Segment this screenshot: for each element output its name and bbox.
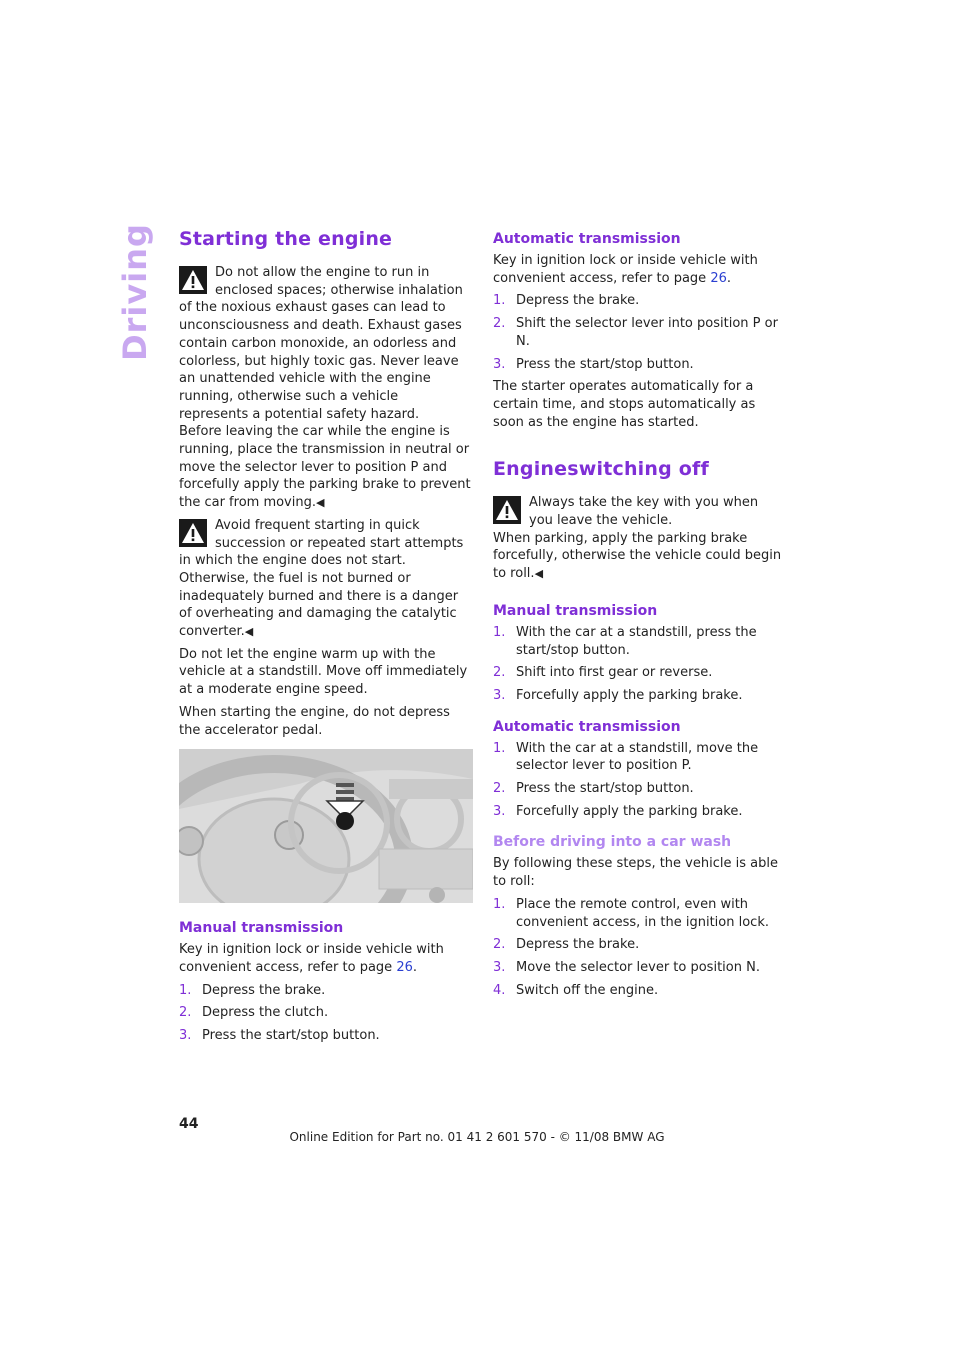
- warning-icon: [179, 266, 207, 294]
- list-item: 3. Forcefully apply the parking brake.: [493, 803, 743, 819]
- end-mark-icon: ◀: [244, 625, 254, 639]
- side-tab: [116, 223, 155, 361]
- list-item: 1. With the car at a standstill, move the selector lever to position P.: [493, 740, 759, 774]
- warning-starting: [179, 517, 471, 641]
- paragraph: The starter operates automatically for a certain time, and stops automatically as soon as the engine has started.: [493, 379, 756, 430]
- list-item: 2. Shift the selector lever into position P or N.: [493, 316, 778, 349]
- list-item: 4. Switch off the engine.: [493, 982, 659, 998]
- list-item: 1. Depress the brake.: [493, 293, 640, 309]
- warning-text: Do not allow the engine to run in enclosed spaces; otherwise inhalation of the noxious exhaust gases can lead to unconsciousness and death. Exhaust gases contain carbon monoxide, an odorless and colorless, but highly toxic gas. Never leave an unattended vehicle with the engine running, otherwise such a vehicle represents a potential safety hazard.: [179, 265, 463, 422]
- list-item: 3. Press the start/stop button.: [179, 1028, 380, 1044]
- list-item: 2. Shift into first gear or reverse.: [493, 665, 713, 681]
- page-number: 44: [179, 1116, 199, 1132]
- subheading-manual-transmission: Manual transmission: [179, 920, 344, 937]
- warning-icon: [493, 496, 521, 524]
- left-column: [179, 226, 471, 1050]
- steps-list: [493, 896, 785, 1000]
- steps-list: [493, 292, 785, 373]
- warning-key: [493, 494, 785, 583]
- list-item: 3. Move the selector lever to position N.: [493, 959, 760, 975]
- page-reference-link[interactable]: 26: [710, 270, 727, 286]
- end-mark-icon: ◀: [316, 496, 325, 510]
- steps-list: [493, 624, 785, 705]
- list-item: 3. Forcefully apply the parking brake.: [493, 687, 743, 703]
- subheading-car-wash: Before driving into a car wash: [493, 834, 732, 851]
- warning-icon: [179, 519, 207, 547]
- illustration-svg: [179, 749, 473, 903]
- list-item: 3. Press the start/stop button.: [493, 356, 694, 372]
- end-mark-icon: ◀: [534, 567, 544, 581]
- list-item: 1. Depress the brake.: [179, 982, 326, 998]
- steps-list: [493, 740, 785, 821]
- paragraph: Do not let the engine warm up with the vehicle at a standstill. Move off immediately at a moderate engine speed.: [179, 646, 468, 698]
- subheading-manual-transmission-off: Manual transmission: [493, 602, 658, 619]
- warning-text-cont: Before leaving the car while the engine is running, place the transmission in neutral or move the selector lever to position P and forcefully apply the parking brake to prevent the car from moving.: [179, 424, 471, 511]
- page-reference-link[interactable]: 26: [396, 959, 413, 975]
- section-heading-switching-off: Engineswitching off: [493, 458, 709, 481]
- warning-text: Avoid frequent starting in quick succession or repeated start attempts in which the engine does not start. Otherwise, the fuel is not burned or inadequately burned and there is a danger of overheating and damaging the catalytic converter.: [179, 517, 464, 640]
- footer-edition: Online Edition for Part no. 01 41 2 601 570 - © 11/08 BMW AG: [289, 1130, 665, 1144]
- list-item: 2. Depress the brake.: [493, 937, 640, 953]
- list-item: 2. Depress the clutch.: [179, 1005, 329, 1021]
- warning-exhaust: [179, 264, 471, 512]
- paragraph: Key in ignition lock or inside vehicle with convenient access, refer to page 26.: [179, 942, 444, 975]
- subheading-automatic-transmission: Automatic transmission: [493, 231, 681, 247]
- steps-list: [179, 982, 471, 1045]
- right-column: [493, 226, 785, 1004]
- section-heading-starting: Starting the engine: [179, 228, 393, 250]
- side-tab-label: Driving: [116, 223, 155, 361]
- warning-text: Always take the key with you when you leave the vehicle.: [529, 495, 759, 529]
- warning-text-cont: When parking, apply the parking brake forcefully, otherwise the vehicle could begin to roll.: [493, 530, 782, 582]
- paragraph: By following these steps, the vehicle is able to roll:: [493, 856, 778, 890]
- steering-wheel-illustration: [179, 749, 473, 903]
- list-item: 1. Place the remote control, even with convenient access, in the ignition lock.: [493, 896, 769, 930]
- paragraph: When starting the engine, do not depress the accelerator pedal.: [179, 704, 450, 738]
- subheading-automatic-transmission-off: Automatic transmission: [493, 718, 681, 735]
- list-item: 2. Press the start/stop button.: [493, 781, 694, 797]
- paragraph: Key in ignition lock or inside vehicle with convenient access, refer to page 26.: [493, 253, 758, 286]
- list-item: 1. With the car at a standstill, press the start/stop button.: [493, 624, 757, 658]
